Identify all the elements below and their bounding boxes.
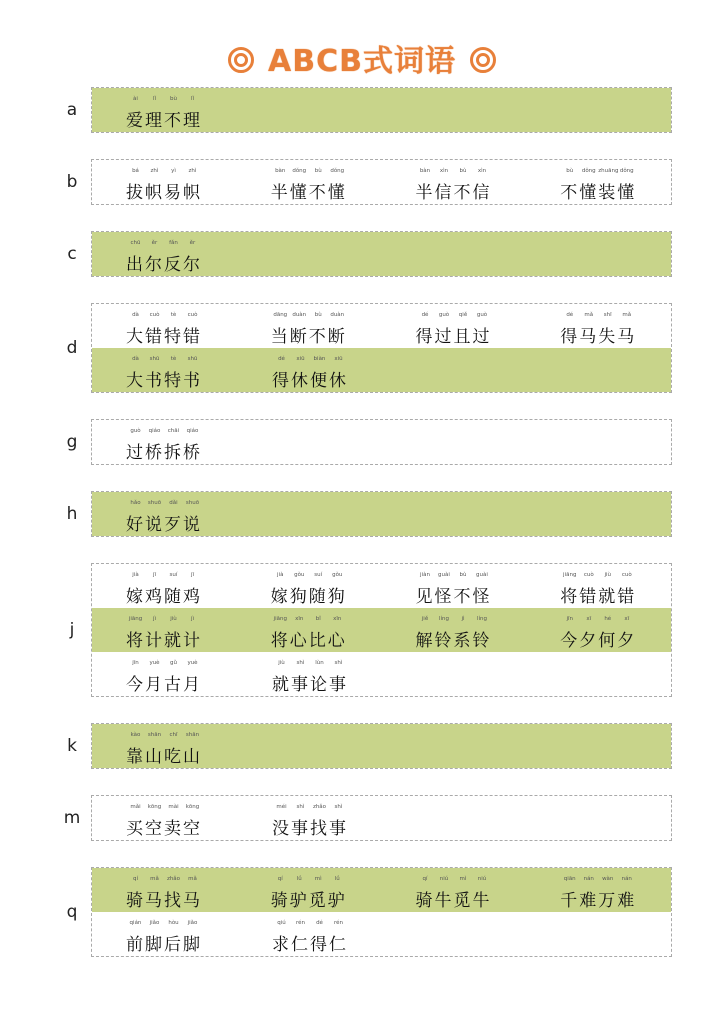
pinyin-syllable: dà <box>132 312 139 318</box>
pinyin <box>126 616 202 622</box>
word-item <box>92 492 238 536</box>
pinyin <box>271 876 347 882</box>
group-letter: j <box>69 620 75 640</box>
word: 出尔反尔 <box>126 255 202 275</box>
word-item <box>238 652 384 696</box>
pinyin-syllable: jiāng <box>273 616 287 622</box>
pinyin-syllable: mì <box>459 876 467 882</box>
word: 得休便休 <box>272 371 348 391</box>
pinyin-syllable: suí <box>314 572 323 578</box>
word-item <box>526 608 671 652</box>
pinyin-syllable: fǎn <box>169 240 178 246</box>
pinyin-syllable: zhì <box>188 168 197 174</box>
pinyin-syllable: jī <box>152 572 157 578</box>
pinyin-syllable: jīn <box>566 616 574 622</box>
word-row <box>92 420 671 464</box>
pinyin-syllable: zhǎo <box>166 876 181 882</box>
pinyin <box>416 572 492 578</box>
pinyin <box>126 876 202 882</box>
pinyin-syllable: bù <box>566 168 574 174</box>
pinyin-syllable: shuō <box>147 500 162 506</box>
pinyin-syllable: mǎ <box>188 876 197 882</box>
word-item <box>92 304 237 348</box>
pinyin <box>126 660 202 666</box>
word-box <box>91 723 672 769</box>
word: 当断不断 <box>270 327 347 347</box>
pinyin-syllable: jì <box>152 616 157 622</box>
pinyin-syllable: jiù <box>278 660 285 666</box>
word-box <box>91 795 672 841</box>
word-item <box>92 652 238 696</box>
pinyin-syllable: guài <box>476 572 488 578</box>
word: 拔帜易帜 <box>126 183 202 203</box>
pinyin-syllable: méi <box>276 804 287 810</box>
word: 千难万难 <box>560 891 637 911</box>
pinyin-syllable: xīn <box>295 616 304 622</box>
word-groups <box>0 87 724 983</box>
pinyin-syllable: bá <box>132 168 139 174</box>
pinyin-syllable: yuè <box>149 660 160 666</box>
pinyin-syllable: xìn <box>477 168 487 174</box>
pinyin-syllable: dǒng <box>330 168 345 174</box>
word: 就事论事 <box>272 675 348 695</box>
pinyin-syllable: nán <box>583 876 594 882</box>
pinyin-syllable: niú <box>477 876 487 882</box>
word-item <box>92 420 238 464</box>
word-item <box>92 724 238 768</box>
pinyin-syllable: lǘ <box>296 876 302 882</box>
pinyin-syllable: bù <box>459 572 467 578</box>
pinyin-syllable: guò <box>476 312 488 318</box>
pinyin-syllable: cuò <box>583 572 594 578</box>
word-item <box>92 88 238 132</box>
word-item <box>237 608 382 652</box>
word: 求仁得仁 <box>272 935 348 955</box>
pinyin-syllable: jì <box>190 616 195 622</box>
pinyin-syllable: guò <box>438 312 450 318</box>
pinyin-syllable: dǒng <box>581 168 596 174</box>
pinyin-syllable: hòu <box>168 920 179 926</box>
pinyin-syllable: mǎi <box>130 804 141 810</box>
word: 解铃系铃 <box>415 631 492 651</box>
pinyin-syllable: yì <box>171 168 176 174</box>
word-item <box>382 564 527 608</box>
pinyin-syllable: qiě <box>458 312 468 318</box>
pinyin-syllable: dǒng <box>292 168 307 174</box>
double-circle-icon <box>228 47 254 73</box>
word-item <box>238 348 384 392</box>
word-row <box>92 564 671 608</box>
pinyin-syllable: xiū <box>296 356 305 362</box>
pinyin-syllable: cuò <box>187 312 198 318</box>
pinyin-syllable: líng <box>438 616 450 622</box>
pinyin-syllable: mǎ <box>150 876 159 882</box>
pinyin-syllable: lǐ <box>152 96 157 102</box>
word: 嫁鸡随鸡 <box>126 587 202 607</box>
word-row <box>92 912 671 956</box>
pinyin <box>126 920 202 926</box>
pinyin <box>416 616 492 622</box>
letter-group-j <box>0 563 724 697</box>
pinyin-syllable: gǔ <box>170 660 177 666</box>
word-row <box>92 232 671 276</box>
pinyin-syllable: duàn <box>292 312 307 318</box>
pinyin-syllable: jī <box>190 572 195 578</box>
word-item <box>237 564 382 608</box>
pinyin <box>271 312 347 318</box>
word-row <box>92 88 671 132</box>
pinyin-syllable: gǒu <box>332 572 343 578</box>
pinyin <box>271 572 347 578</box>
pinyin-syllable: bù <box>170 96 177 102</box>
pinyin-syllable: dà <box>132 356 139 362</box>
pinyin-syllable: jià <box>277 572 284 578</box>
pinyin-syllable: shān <box>147 732 162 738</box>
word-row <box>92 796 671 840</box>
pinyin <box>416 312 492 318</box>
pinyin-syllable: mài <box>168 804 179 810</box>
pinyin <box>560 312 636 318</box>
word: 骑马找马 <box>126 891 202 911</box>
pinyin <box>416 876 492 882</box>
pinyin <box>126 312 202 318</box>
pinyin <box>126 732 202 738</box>
pinyin <box>126 804 202 810</box>
letter-group-d <box>0 303 724 393</box>
pinyin-syllable: shì <box>296 660 305 666</box>
pinyin <box>560 572 636 578</box>
group-letter: q <box>66 902 78 922</box>
word: 好说歹说 <box>126 515 202 535</box>
pinyin <box>126 356 202 362</box>
pinyin-syllable: kōng <box>185 804 200 810</box>
pinyin <box>126 168 202 174</box>
letter-group-g <box>0 419 724 465</box>
pinyin <box>560 168 636 174</box>
pinyin-syllable: bǐ <box>315 616 321 622</box>
pinyin <box>272 804 348 810</box>
pinyin-syllable: hé <box>604 616 612 622</box>
pinyin-syllable: gǒu <box>294 572 305 578</box>
pinyin-syllable: suí <box>169 572 178 578</box>
pinyin-syllable: xī <box>624 616 630 622</box>
pinyin <box>416 168 492 174</box>
pinyin-syllable: chū <box>130 240 141 246</box>
pinyin-syllable: niú <box>439 876 449 882</box>
pinyin-syllable: dǎi <box>169 500 178 506</box>
pinyin <box>126 96 202 102</box>
word-item <box>382 868 527 912</box>
word-item <box>92 564 237 608</box>
pinyin-syllable: mì <box>314 876 322 882</box>
pinyin-syllable: chāi <box>167 428 180 434</box>
pinyin-syllable: zhì <box>150 168 159 174</box>
pinyin-syllable: xīn <box>333 616 342 622</box>
pinyin-syllable: shī <box>603 312 612 318</box>
pinyin-syllable: rén <box>295 920 305 926</box>
pinyin-syllable: dé <box>278 356 285 362</box>
letter-group-b <box>0 159 724 205</box>
word: 不懂装懂 <box>560 183 637 203</box>
pinyin-syllable: jiù <box>170 616 177 622</box>
word-row <box>92 304 671 348</box>
pinyin-syllable: jiàn <box>420 572 430 578</box>
pinyin-syllable: qiú <box>277 920 286 926</box>
word: 见怪不怪 <box>415 587 492 607</box>
pinyin-syllable: shì <box>334 804 343 810</box>
pinyin-syllable: jiě <box>421 616 429 622</box>
word-box <box>91 303 672 393</box>
pinyin-syllable: jīn <box>132 660 139 666</box>
pinyin-syllable: jiǎo <box>149 920 160 926</box>
pinyin-syllable: lǐ <box>190 96 195 102</box>
pinyin-syllable: mǎ <box>622 312 632 318</box>
letter-group-h <box>0 491 724 537</box>
pinyin-syllable: rén <box>333 920 343 926</box>
word-item <box>237 868 382 912</box>
letter-group-m <box>0 795 724 841</box>
word: 嫁狗随狗 <box>270 587 347 607</box>
pinyin <box>272 356 348 362</box>
pinyin-syllable: guài <box>438 572 450 578</box>
pinyin-syllable: jiāng <box>563 572 577 578</box>
word: 过桥拆桥 <box>126 443 202 463</box>
pinyin-syllable: bù <box>459 168 467 174</box>
pinyin-syllable: chī <box>169 732 178 738</box>
word: 骑驴觅驴 <box>270 891 347 911</box>
pinyin-syllable: yuè <box>187 660 198 666</box>
pinyin-syllable: guò <box>130 428 141 434</box>
pinyin-syllable: shān <box>185 732 200 738</box>
word-item <box>92 912 238 956</box>
letter-group-c <box>0 231 724 277</box>
word-item <box>382 304 527 348</box>
word-box <box>91 159 672 205</box>
word-item <box>92 232 238 276</box>
pinyin-syllable: qiáo <box>186 428 199 434</box>
word-item <box>92 348 238 392</box>
pinyin-syllable: zhuāng <box>598 168 619 174</box>
word-row <box>92 724 671 768</box>
group-letter: b <box>66 172 78 192</box>
group-letter: a <box>66 100 78 120</box>
word: 大书特书 <box>126 371 202 391</box>
pinyin <box>272 920 348 926</box>
word-item <box>92 608 237 652</box>
pinyin-syllable: bù <box>314 168 322 174</box>
word-row <box>92 348 671 392</box>
page-title <box>0 40 724 84</box>
pinyin <box>271 616 347 622</box>
letter-group-q <box>0 867 724 957</box>
letter-group-a <box>0 87 724 133</box>
pinyin-syllable: qiáo <box>148 428 161 434</box>
word-item <box>382 160 527 204</box>
pinyin-syllable: shū <box>149 356 160 362</box>
group-letter: m <box>63 808 81 828</box>
title-text: ABCB式词语 <box>268 44 456 79</box>
word: 半懂不懂 <box>270 183 347 203</box>
pinyin-syllable: xī <box>586 616 592 622</box>
pinyin-syllable: qián <box>129 920 142 926</box>
word-row <box>92 608 671 652</box>
word-box <box>91 867 672 957</box>
pinyin-syllable: cuò <box>621 572 632 578</box>
word: 爱理不理 <box>126 111 202 131</box>
pinyin-syllable: shì <box>334 660 343 666</box>
word-row <box>92 492 671 536</box>
pinyin-syllable: kào <box>130 732 141 738</box>
word-box <box>91 563 672 697</box>
double-circle-icon <box>470 47 496 73</box>
pinyin-syllable: xiū <box>334 356 343 362</box>
word-item <box>526 304 671 348</box>
word: 半信不信 <box>415 183 492 203</box>
word-item <box>238 796 384 840</box>
pinyin-syllable: kōng <box>147 804 162 810</box>
pinyin-syllable: qí <box>132 876 139 882</box>
pinyin <box>126 428 202 434</box>
pinyin-syllable: bàn <box>419 168 431 174</box>
pinyin <box>271 168 347 174</box>
letter-group-k <box>0 723 724 769</box>
pinyin-syllable: dé <box>566 312 574 318</box>
word-item <box>92 160 237 204</box>
pinyin <box>272 660 348 666</box>
pinyin-syllable: jiù <box>604 572 612 578</box>
pinyin <box>126 240 202 246</box>
word: 靠山吃山 <box>126 747 202 767</box>
pinyin-syllable: qí <box>277 876 283 882</box>
pinyin-syllable: jiāng <box>128 616 143 622</box>
word-box <box>91 491 672 537</box>
word-item <box>382 608 527 652</box>
word: 将心比心 <box>270 631 347 651</box>
word: 买空卖空 <box>126 819 202 839</box>
word-row <box>92 652 671 696</box>
pinyin-syllable: zhǎo <box>312 804 327 810</box>
word: 骑牛觅牛 <box>415 891 492 911</box>
word-item <box>526 868 671 912</box>
word: 将错就错 <box>560 587 637 607</box>
word: 没事找事 <box>272 819 348 839</box>
group-letter: c <box>67 244 77 264</box>
group-letter: k <box>67 736 77 756</box>
group-letter: g <box>66 432 78 452</box>
pinyin-syllable: lǘ <box>334 876 340 882</box>
pinyin-syllable: ěr <box>189 240 196 246</box>
pinyin-syllable: tè <box>170 312 177 318</box>
pinyin-syllable: dé <box>316 920 323 926</box>
word-box <box>91 231 672 277</box>
pinyin <box>126 572 202 578</box>
pinyin-syllable: lùn <box>315 660 324 666</box>
pinyin-syllable: bàn <box>275 168 286 174</box>
word: 得马失马 <box>560 327 637 347</box>
word: 今月古月 <box>126 675 202 695</box>
pinyin-syllable: biàn <box>313 356 326 362</box>
word-item <box>92 796 238 840</box>
pinyin-syllable: jì <box>461 616 465 622</box>
pinyin-syllable: shì <box>296 804 305 810</box>
pinyin-syllable: shū <box>187 356 198 362</box>
word-row <box>92 868 671 912</box>
pinyin-syllable: mǎ <box>584 312 594 318</box>
word: 将计就计 <box>126 631 202 651</box>
word-item <box>526 564 671 608</box>
pinyin-syllable: ěr <box>151 240 158 246</box>
word-item <box>92 868 237 912</box>
pinyin-syllable: wàn <box>602 876 614 882</box>
word: 今夕何夕 <box>560 631 637 651</box>
word-row <box>92 160 671 204</box>
pinyin-syllable: tè <box>170 356 177 362</box>
pinyin-syllable: dé <box>421 312 429 318</box>
pinyin-syllable: líng <box>476 616 488 622</box>
word-item <box>526 160 671 204</box>
word-item <box>237 160 382 204</box>
pinyin-syllable: cuò <box>149 312 160 318</box>
word: 大错特错 <box>126 327 202 347</box>
pinyin <box>126 500 202 506</box>
pinyin-syllable: shuō <box>185 500 200 506</box>
pinyin-syllable: jiǎo <box>187 920 198 926</box>
word-box <box>91 87 672 133</box>
group-letter: h <box>66 504 78 524</box>
pinyin-syllable: duàn <box>330 312 345 318</box>
pinyin-syllable: jià <box>132 572 139 578</box>
pinyin-syllable: qí <box>422 876 428 882</box>
word: 前脚后脚 <box>126 935 202 955</box>
pinyin-syllable: xìn <box>439 168 449 174</box>
word-item <box>238 912 384 956</box>
pinyin-syllable: nán <box>621 876 632 882</box>
pinyin-syllable: dāng <box>273 312 288 318</box>
pinyin <box>560 876 636 882</box>
pinyin-syllable: hǎo <box>130 500 141 506</box>
word-item <box>237 304 382 348</box>
pinyin-syllable: ài <box>133 96 138 102</box>
pinyin-syllable: bù <box>314 312 322 318</box>
pinyin <box>560 616 636 622</box>
word-box <box>91 419 672 465</box>
pinyin-syllable: dǒng <box>619 168 634 174</box>
word: 得过且过 <box>415 327 492 347</box>
group-letter: d <box>66 338 78 358</box>
pinyin-syllable: qiān <box>563 876 576 882</box>
